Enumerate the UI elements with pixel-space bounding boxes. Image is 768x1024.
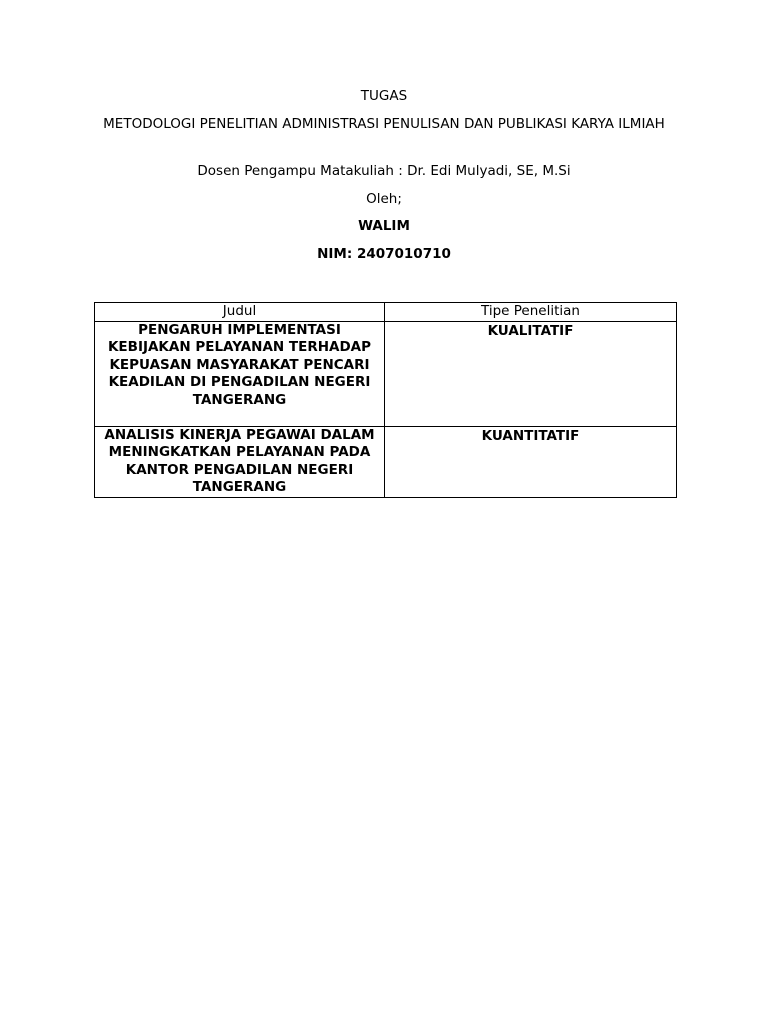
column-header-type: Tipe Penelitian xyxy=(385,303,677,322)
by-label: Oleh; xyxy=(366,191,402,207)
title-cell xyxy=(95,321,385,426)
lecturer-line: Dosen Pengampu Matakuliah : Dr. Edi Mulyadi, SE, M.Si xyxy=(197,163,571,179)
research-type: KUALITATIF xyxy=(487,322,574,339)
type-cell xyxy=(385,426,677,497)
table-row xyxy=(95,426,677,497)
research-type: KUANTITATIF xyxy=(481,427,580,444)
column-header-title: Judul xyxy=(95,303,385,322)
student-name: WALIM xyxy=(358,218,410,234)
table-header-row xyxy=(95,303,677,322)
course-title: METODOLOGI PENELITIAN ADMINISTRASI PENULISAN DAN PUBLIKASI KARYA ILMIAH xyxy=(103,116,665,132)
document-heading: TUGAS xyxy=(360,88,408,104)
research-title: ANALISIS KINERJA PEGAWAI DALAM MENINGKATKAN PELAYANAN PADA KANTOR PENGADILAN NEGERI TANGERANG xyxy=(104,426,375,495)
student-id: NIM: 2407010710 xyxy=(317,246,451,262)
title-cell xyxy=(95,426,385,497)
research-table xyxy=(94,302,677,498)
type-cell xyxy=(385,321,677,426)
research-title: PENGARUH IMPLEMENTASI KEBIJAKAN PELAYANAN TERHADAP KEPUASAN MASYARAKAT PENCARI KEADILAN DI PENGADILAN NEGERI TANGERANG xyxy=(107,321,372,408)
table-row xyxy=(95,321,677,426)
